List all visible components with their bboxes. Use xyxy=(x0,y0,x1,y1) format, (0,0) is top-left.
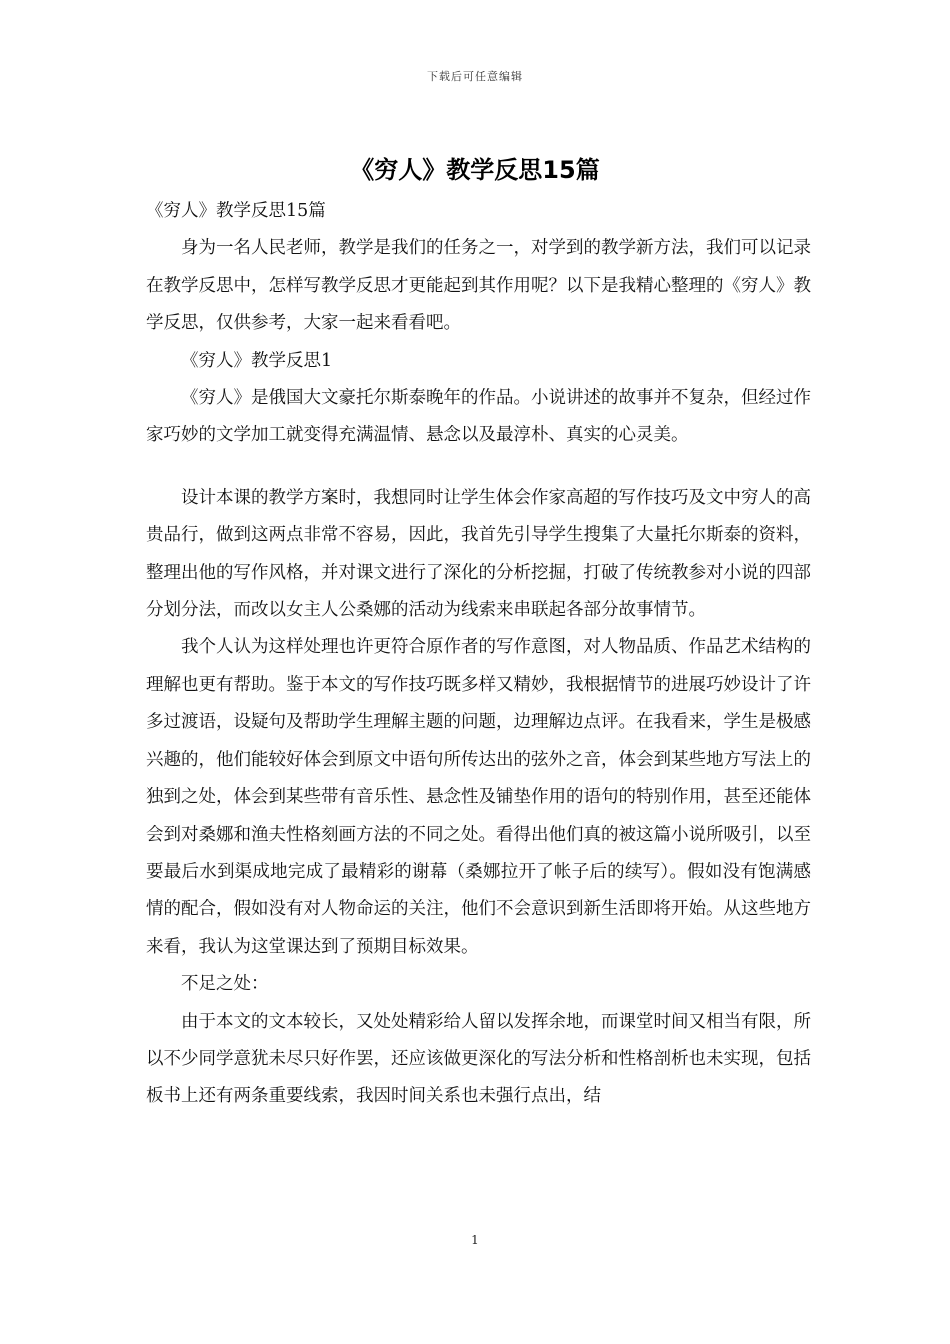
body-paragraph: 我个人认为这样处理也许更符合原作者的写作意图，对人物品质、作品艺术结构的理解也更有帮助。鉴于本文的写作技巧既多样又精妙，我根据情节的进展巧妙设计了许多过渡语，设疑句及帮助学生理解主题的问题，边理解边点评。在我看来，学生是极感兴趣的，他们能较好体会到原文中语句所传达出的弦外之音，体会到某些地方写法上的独到之处，体会到某些带有音乐性、悬念性及铺垫作用的语句的特别作用，甚至还能体会到对桑娜和渔夫性格刻画方法的不同之处。看得出他们真的被这篇小说所吸引，以至要最后水到渠成地完成了最精彩的谢幕（桑娜拉开了帐子后的续写）。假如没有饱满感情的配合，假如没有对人物命运的关注，他们不会意识到新生活即将开始。从这些地方来看，我认为这堂课达到了预期目标效果。 xyxy=(146,637,811,957)
shortcomings-heading: 不足之处： xyxy=(181,974,269,995)
document-title: 《穷人》教学反思15篇 xyxy=(350,156,600,184)
intro-paragraph: 身为一名人民老师，教学是我们的任务之一，对学到的教学新方法，我们可以记录在教学反思中，怎样写教学反思才更能起到其作用呢？以下是我精心整理的《穷人》教学反思，仅供参考，大家一起来看看吧。 xyxy=(146,238,811,334)
body-paragraph: 《穷人》是俄国大文豪托尔斯泰晚年的作品。小说讲述的故事并不复杂，但经过作家巧妙的文学加工就变得充满温情、悬念以及最淳朴、真实的心灵美。 xyxy=(146,388,811,446)
page-number: 1 xyxy=(471,1233,479,1247)
page-header: 下载后可任意编辑 xyxy=(427,70,523,83)
document-body xyxy=(146,193,811,1116)
subtitle-line: 《穷人》教学反思15篇 xyxy=(146,201,326,221)
body-paragraph: 由于本文的文本较长，又处处精彩给人留以发挥余地，而课堂时间又相当有限，所以不少同学意犹未尽只好作罢，还应该做更深化的写法分析和性格剖析也未实现，包括板书上还有两条重要线索，我因时间关系也未强行点出，结 xyxy=(146,1011,811,1107)
body-paragraph: 设计本课的教学方案时，我想同时让学生体会作家高超的写作技巧及文中穷人的高贵品行，做到这两点非常不容易，因此，我首先引导学生搜集了大量托尔斯泰的资料，整理出他的写作风格，并对课文进行了深化的分析挖掘，打破了传统教参对小说的四部分划分法，而改以女主人公桑娜的活动为线索来串联起各部分故事情节。 xyxy=(146,487,811,621)
section-heading-reflection-1: 《穷人》教学反思1 xyxy=(181,350,333,371)
